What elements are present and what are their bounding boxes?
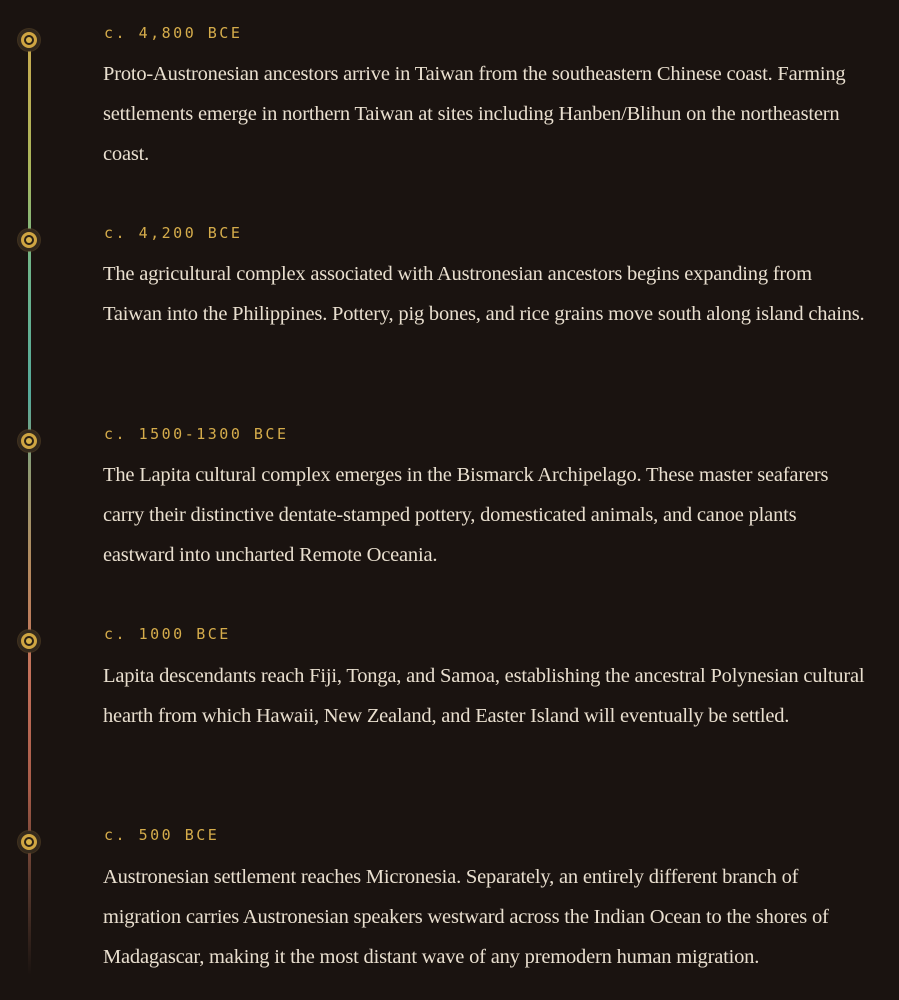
event-date: c. 1500-1300 BCE	[104, 425, 289, 443]
event-date: c. 4,800 BCE	[104, 24, 243, 42]
event-description: Lapita descendants reach Fiji, Tonga, and Samoa, establishing the ancestral Polynesian cultural hearth from which Hawaii, New Zealand, and Easter Island will eventually be settled.	[103, 665, 865, 727]
event-description: The Lapita cultural complex emerges in the Bismarck Archipelago. These master seafarers carry their distinctive dentate-stamped pottery, domesticated animals, and canoe plants eastward into uncharted Remote Oceania.	[103, 464, 829, 566]
event-date: c. 1000 BCE	[104, 625, 231, 643]
event-date: c. 500 BCE	[104, 826, 220, 844]
timeline-marker-icon	[18, 831, 40, 853]
timeline-marker-icon	[18, 630, 40, 652]
event-description: The agricultural complex associated with Austronesian ancestors begins expanding from Taiwan into the Philippines. Pottery, pig bones, and rice grains move south along island chains.	[103, 263, 865, 325]
timeline-marker-icon	[18, 29, 40, 51]
event-date: c. 4,200 BCE	[104, 224, 243, 242]
event-description: Proto-Austronesian ancestors arrive in Taiwan from the southeastern Chinese coast. Farming settlements emerge in northern Taiwan at sites including Hanben/Blihun on the northeastern coast.	[103, 63, 846, 165]
event-description: Austronesian settlement reaches Micronesia. Separately, an entirely different branch of migration carries Austronesian speakers westward across the Indian Ocean to the shores of Madagascar, making it the most distant wave of any premodern human migration.	[103, 866, 829, 968]
timeline-marker-icon	[18, 229, 40, 251]
timeline-marker-icon	[18, 430, 40, 452]
